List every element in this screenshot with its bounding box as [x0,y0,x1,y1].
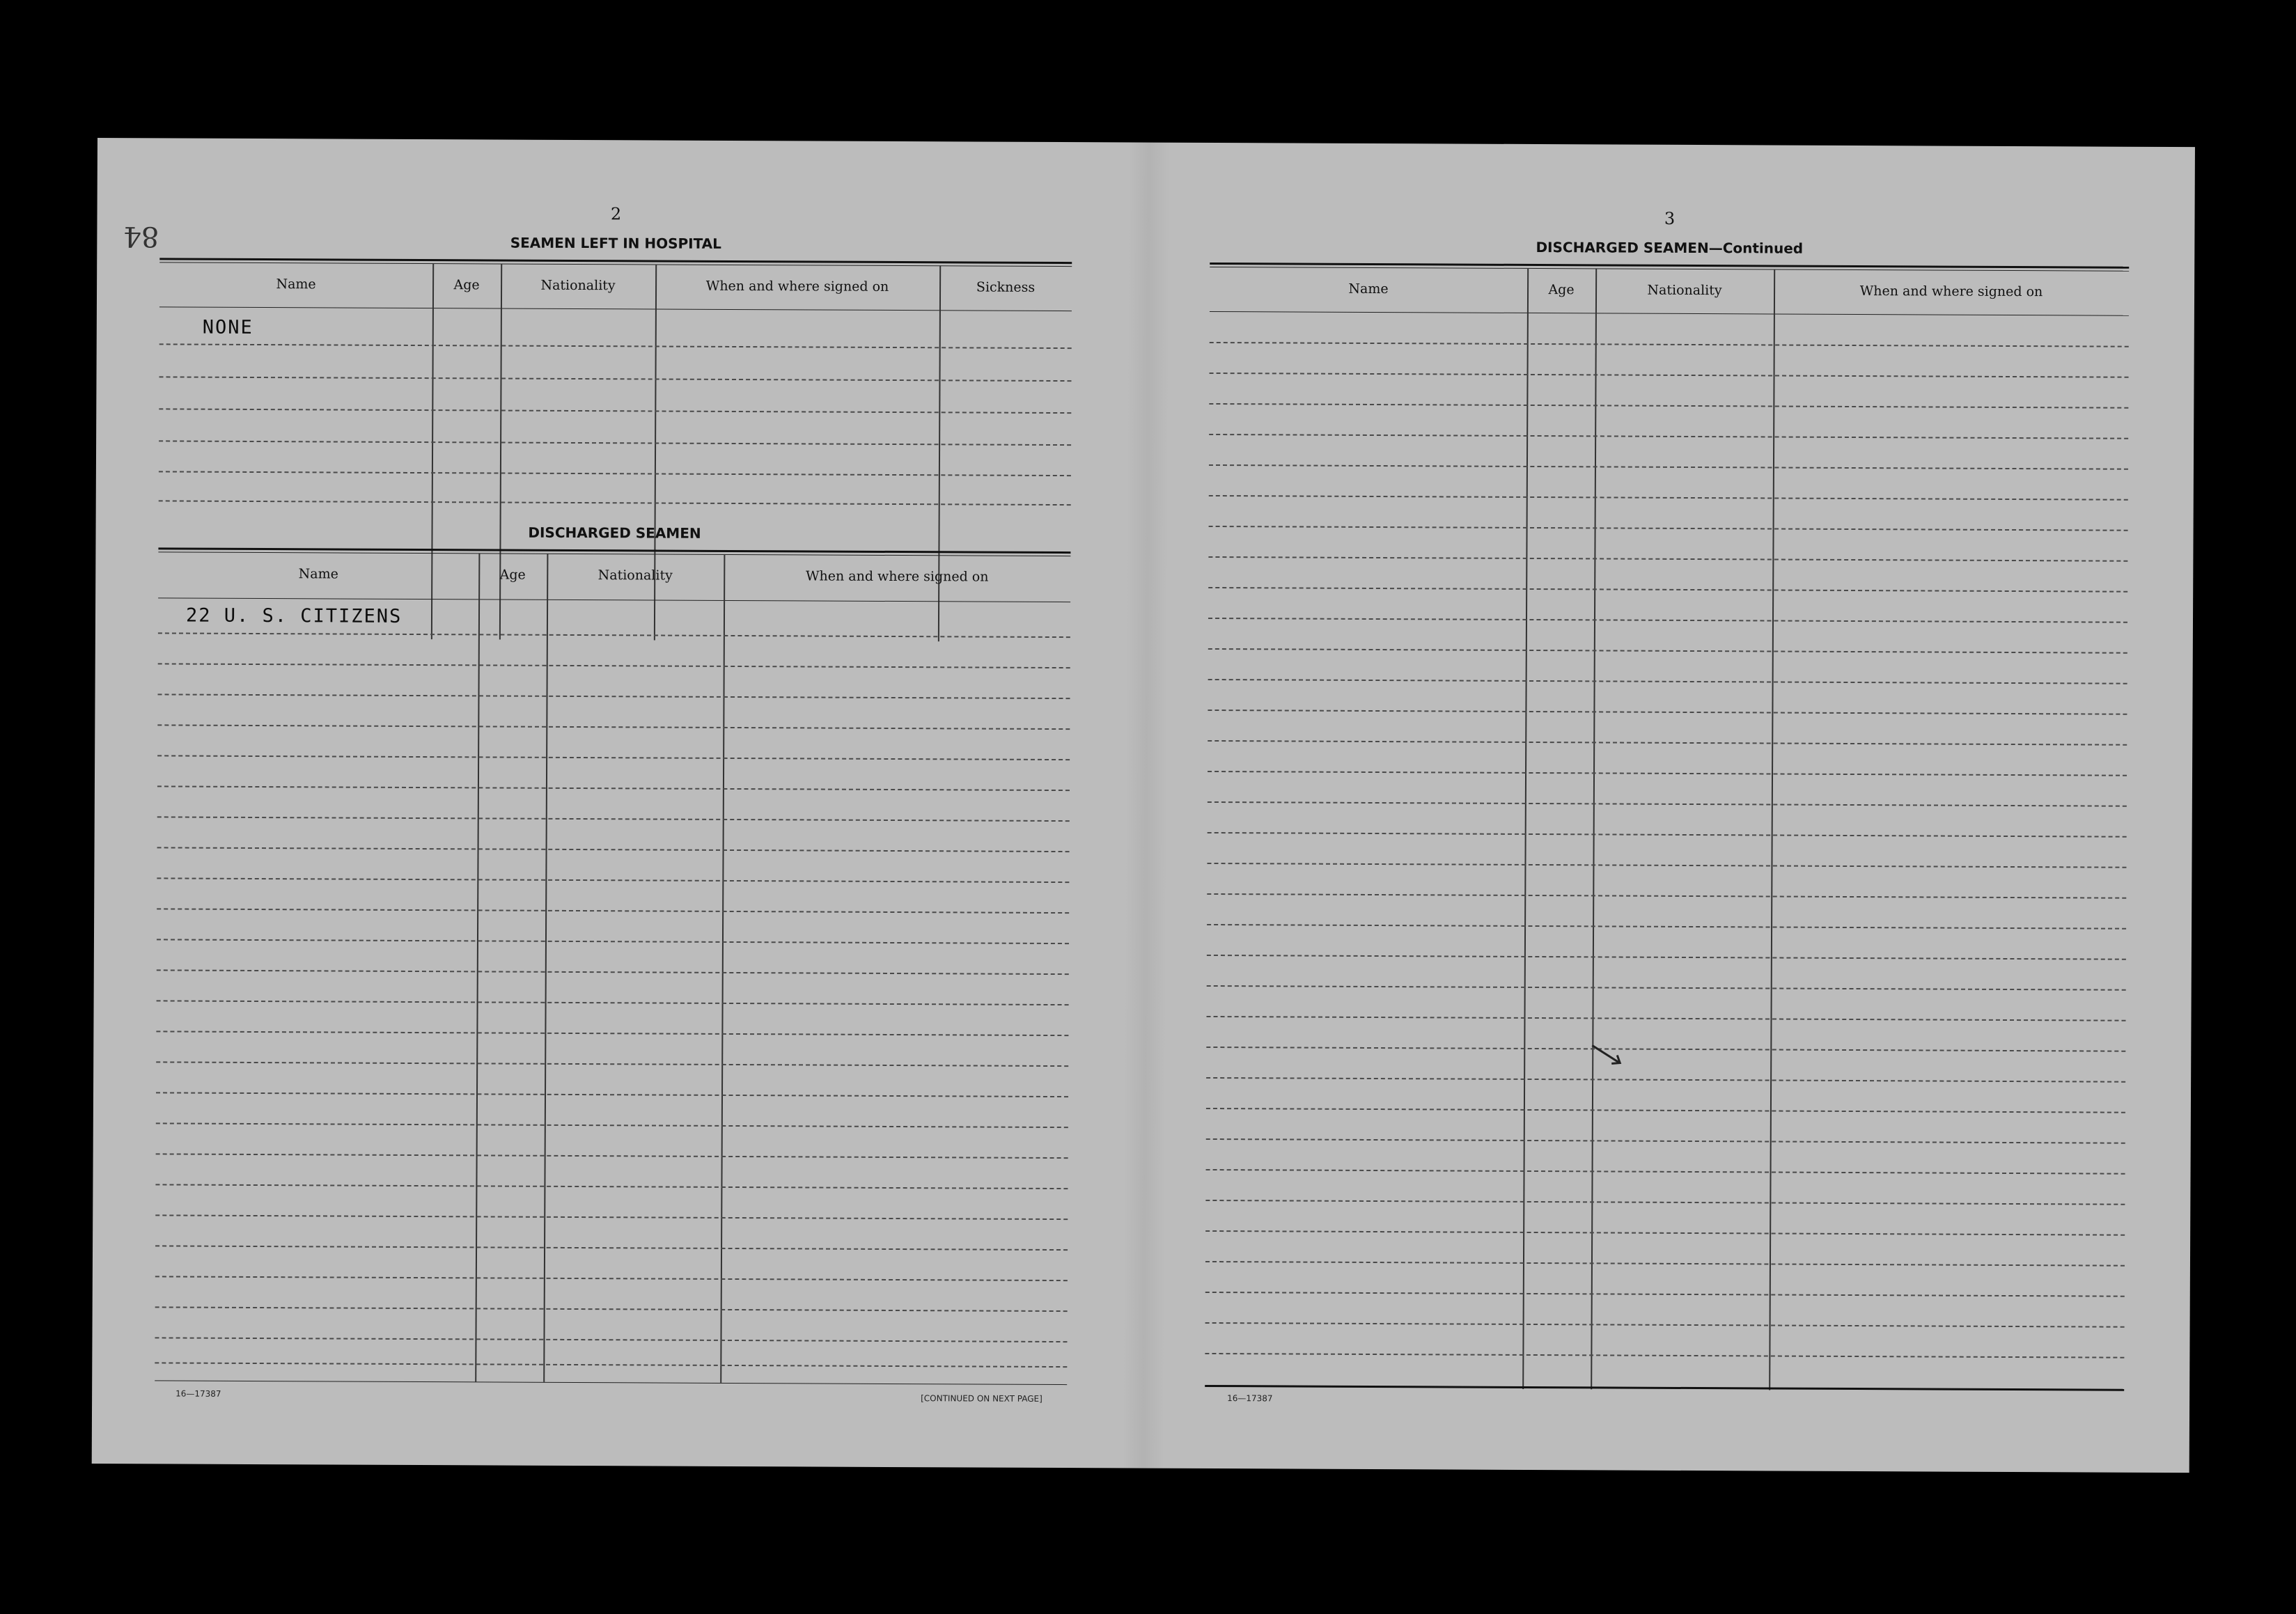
row-line [155,1306,1068,1312]
column-header-nationality: Nationality [1647,282,1722,299]
column-divider [654,264,657,640]
row-line [1208,832,2127,838]
row-line [1207,955,2126,960]
row-line [159,440,1071,446]
row-line [1209,434,2128,439]
row-line [1207,893,2126,899]
hospital-section-title: SEAMEN LEFT IN HOSPITAL [510,234,721,252]
row-line [1208,587,2127,593]
row-line [155,1214,1068,1220]
column-header-name: Name [276,276,316,292]
header-rule [1210,311,2129,316]
form-number: 16—17387 [1227,1393,1273,1404]
column-divider [543,554,548,1382]
bottom-rule [1205,1385,2124,1391]
column-header-age: Age [499,567,526,583]
document-sheet [92,138,2195,1473]
page-number: 2 [610,204,622,224]
column-header-nationality: Nationality [540,277,616,294]
row-line [155,1276,1068,1281]
row-line [156,1061,1068,1067]
row-line [157,969,1069,975]
discharged-entry: 22 U. S. CITIZENS [185,604,403,627]
column-divider [499,264,502,640]
row-line [157,908,1069,914]
form-number: 16—17387 [175,1388,221,1399]
column-header-name: Name [1348,281,1389,297]
row-line [1208,710,2127,715]
column-divider [475,553,480,1381]
discharged-continued-title: DISCHARGED SEAMEN—Continued [1536,239,1804,257]
row-line [159,408,1071,414]
column-header-signed-on: When and where signed on [1859,283,2043,300]
row-line [157,755,1070,760]
row-line [157,816,1070,822]
row-line [1208,740,2127,746]
row-line [1209,526,2128,531]
row-line [155,1184,1068,1189]
row-line [157,724,1070,730]
row-line [1209,403,2128,409]
row-line [1209,495,2128,501]
row-line [1208,771,2127,776]
column-header-age: Age [1548,282,1575,298]
margin-handwritten-mark: 84 [123,220,159,253]
row-line [156,1092,1068,1097]
row-line [1206,1077,2125,1083]
row-line [158,663,1070,668]
row-line [1210,373,2129,378]
ink-mark-icon [1591,1042,1625,1067]
row-line [156,1031,1068,1036]
row-line [158,694,1070,699]
row-line [155,1245,1068,1251]
row-line [156,1122,1068,1128]
header-rule [159,306,1072,311]
row-line [1205,1230,2125,1236]
row-line [1208,618,2127,623]
bottom-rule [155,1380,1067,1385]
header-rule [158,597,1070,602]
row-line [158,632,1070,638]
row-line [1206,1169,2125,1175]
column-divider [938,265,941,641]
row-line [1210,342,2129,347]
row-line [1208,679,2127,684]
column-header-age: Age [453,277,480,293]
row-line [157,785,1070,791]
hospital-entry: NONE [202,316,253,338]
row-line [1205,1292,2125,1297]
row-line [1208,801,2127,807]
row-line [1206,1047,2125,1052]
row-line [1206,1138,2125,1144]
row-line [1205,1353,2124,1358]
row-line [1209,464,2128,470]
column-header-nationality: Nationality [598,567,673,583]
row-line [159,376,1071,382]
page-fold [1123,142,1170,1468]
column-header-sickness: Sickness [976,279,1036,295]
row-line [1208,648,2127,654]
row-line [159,343,1072,349]
row-line [159,471,1071,476]
row-line [1205,1200,2125,1205]
row-line [159,500,1071,506]
right-page [1205,143,2130,1473]
continued-note: [CONTINUED ON NEXT PAGE] [921,1393,1042,1404]
column-header-signed-on: When and where signed on [805,568,989,585]
row-line [1205,1322,2125,1328]
discharged-section-title: DISCHARGED SEAMEN [528,524,701,542]
column-header-name: Name [298,566,338,582]
row-line [1207,1016,2126,1021]
row-line [157,1000,1069,1005]
left-page [155,138,1072,1468]
row-line [1206,1108,2125,1113]
row-line [157,847,1070,852]
row-line [1205,1261,2125,1267]
row-line [157,877,1069,883]
column-divider [431,263,434,639]
row-line [155,1337,1067,1342]
row-line [1207,863,2126,868]
column-divider [720,554,725,1383]
page-number: 3 [1664,208,1676,228]
row-line [155,1362,1067,1368]
column-header-signed-on: When and where signed on [705,278,889,295]
row-line [156,1153,1068,1159]
row-line [1207,924,2126,930]
row-line [1207,985,2126,991]
row-line [157,939,1069,944]
row-line [1208,556,2127,562]
